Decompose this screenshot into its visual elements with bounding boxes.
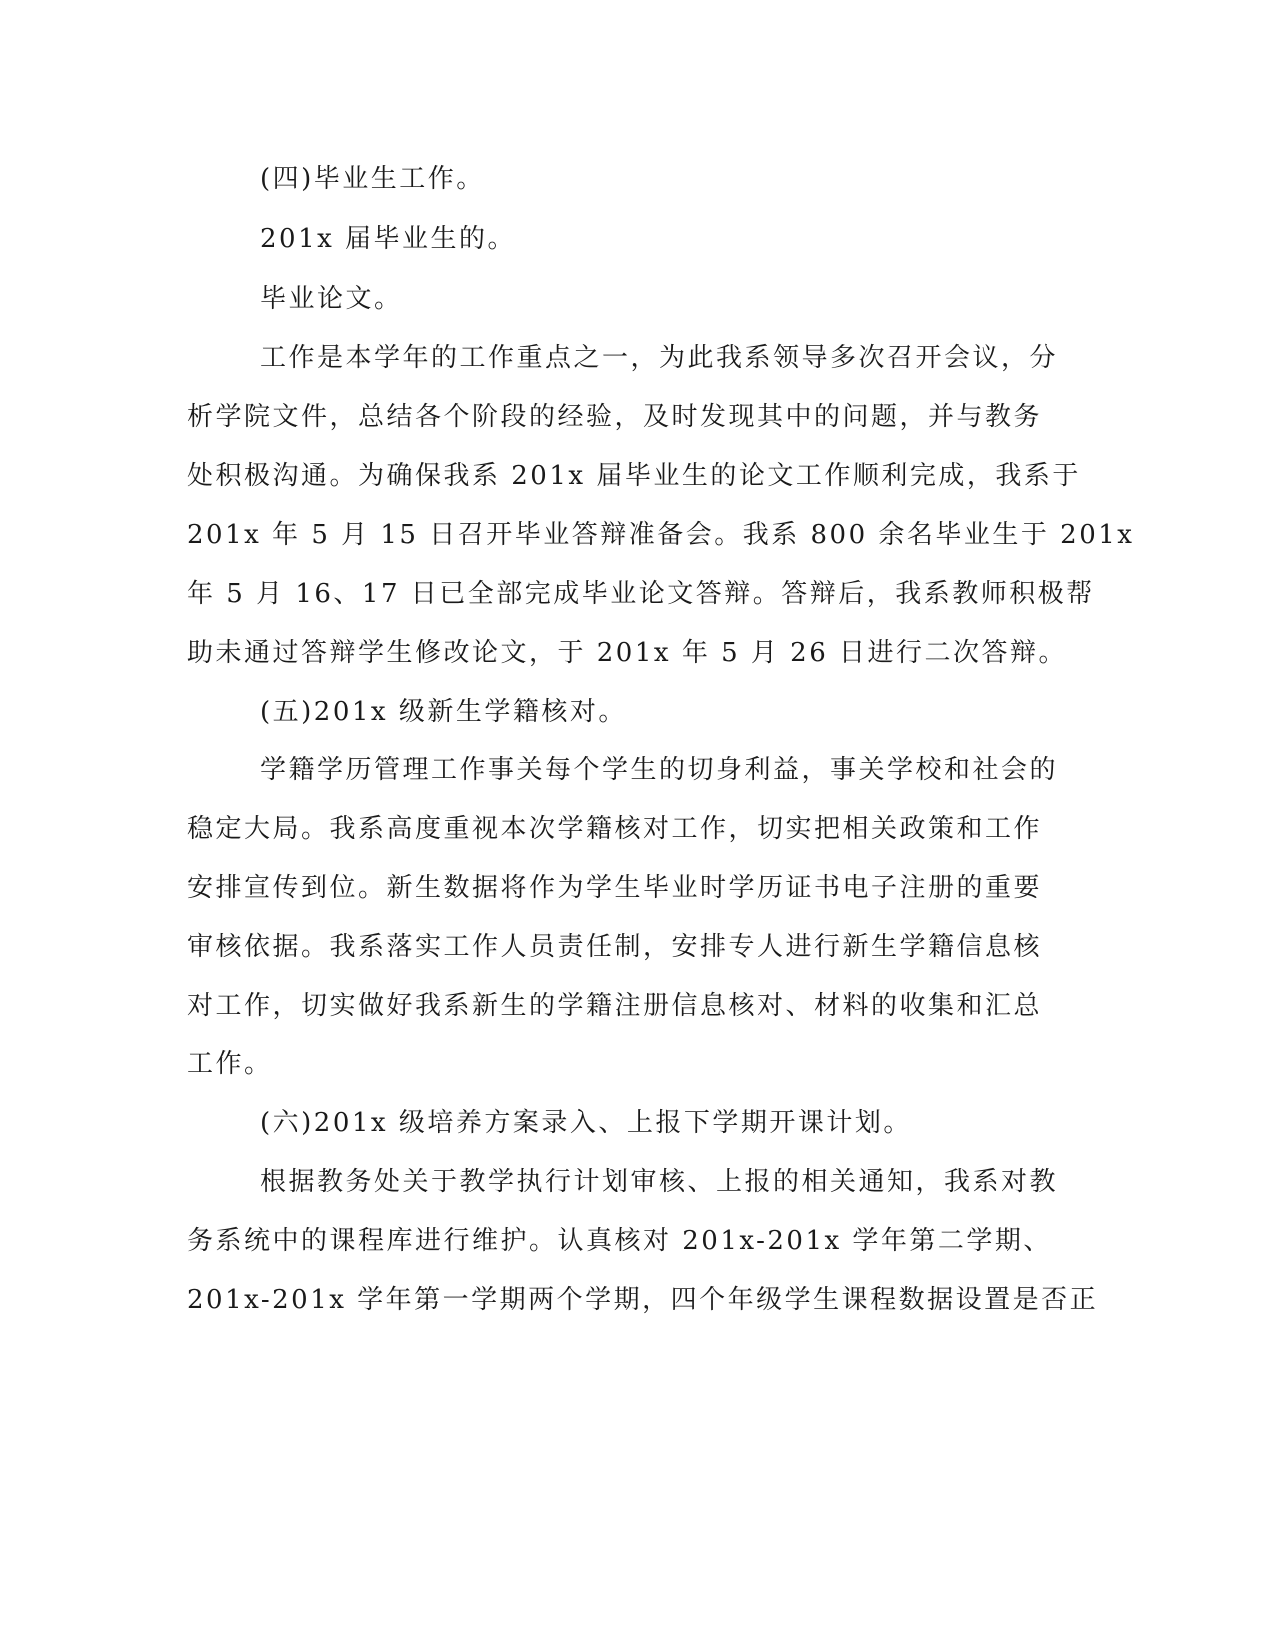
paragraph-line: 工作是本学年的工作重点之一，为此我系领导多次召开会议，分 bbox=[260, 343, 1059, 373]
paragraph-line: 助未通过答辩学生修改论文，于 201x 年 5 月 26 日进行二次答辩。 bbox=[187, 638, 1068, 668]
section-heading: (四)毕业生工作。 bbox=[260, 164, 485, 194]
paragraph-line: 201x-201x 学年第一学期两个学期，四个年级学生课程数据设置是否正 bbox=[187, 1285, 1099, 1315]
paragraph-line: 对工作，切实做好我系新生的学籍注册信息核对、材料的收集和汇总 bbox=[187, 991, 1043, 1021]
paragraph-line: 析学院文件，总结各个阶段的经验，及时发现其中的问题，并与教务 bbox=[187, 402, 1043, 432]
paragraph-line: 根据教务处关于教学执行计划审核、上报的相关通知，我系对教 bbox=[260, 1167, 1059, 1197]
section-heading: (六)201x 级培养方案录入、上报下学期开课计划。 bbox=[260, 1108, 912, 1138]
paragraph-line: 处积极沟通。为确保我系 201x 届毕业生的论文工作顺利完成，我系于 bbox=[187, 461, 1081, 491]
paragraph-line: 201x 年 5 月 15 日召开毕业答辩准备会。我系 800 余名毕业生于 201x bbox=[187, 520, 1135, 550]
paragraph-line: 稳定大局。我系高度重视本次学籍核对工作，切实把相关政策和工作 bbox=[187, 814, 1043, 844]
section-heading: (五)201x 级新生学籍核对。 bbox=[260, 697, 627, 727]
text-line: 201x 届毕业生的。 bbox=[260, 224, 517, 254]
paragraph-line: 年 5 月 16、17 日已全部完成毕业论文答辩。答辩后，我系教师积极帮 bbox=[187, 579, 1095, 609]
paragraph-line: 安排宣传到位。新生数据将作为学生毕业时学历证书电子注册的重要 bbox=[187, 873, 1043, 903]
text-line: 毕业论文。 bbox=[260, 284, 403, 314]
paragraph-line: 工作。 bbox=[187, 1049, 273, 1079]
paragraph-line: 学籍学历管理工作事关每个学生的切身利益，事关学校和社会的 bbox=[260, 755, 1059, 785]
paragraph-line: 审核依据。我系落实工作人员责任制，安排专人进行新生学籍信息核 bbox=[187, 932, 1043, 962]
paragraph-line: 务系统中的课程库进行维护。认真核对 201x-201x 学年第二学期、 bbox=[187, 1226, 1052, 1256]
